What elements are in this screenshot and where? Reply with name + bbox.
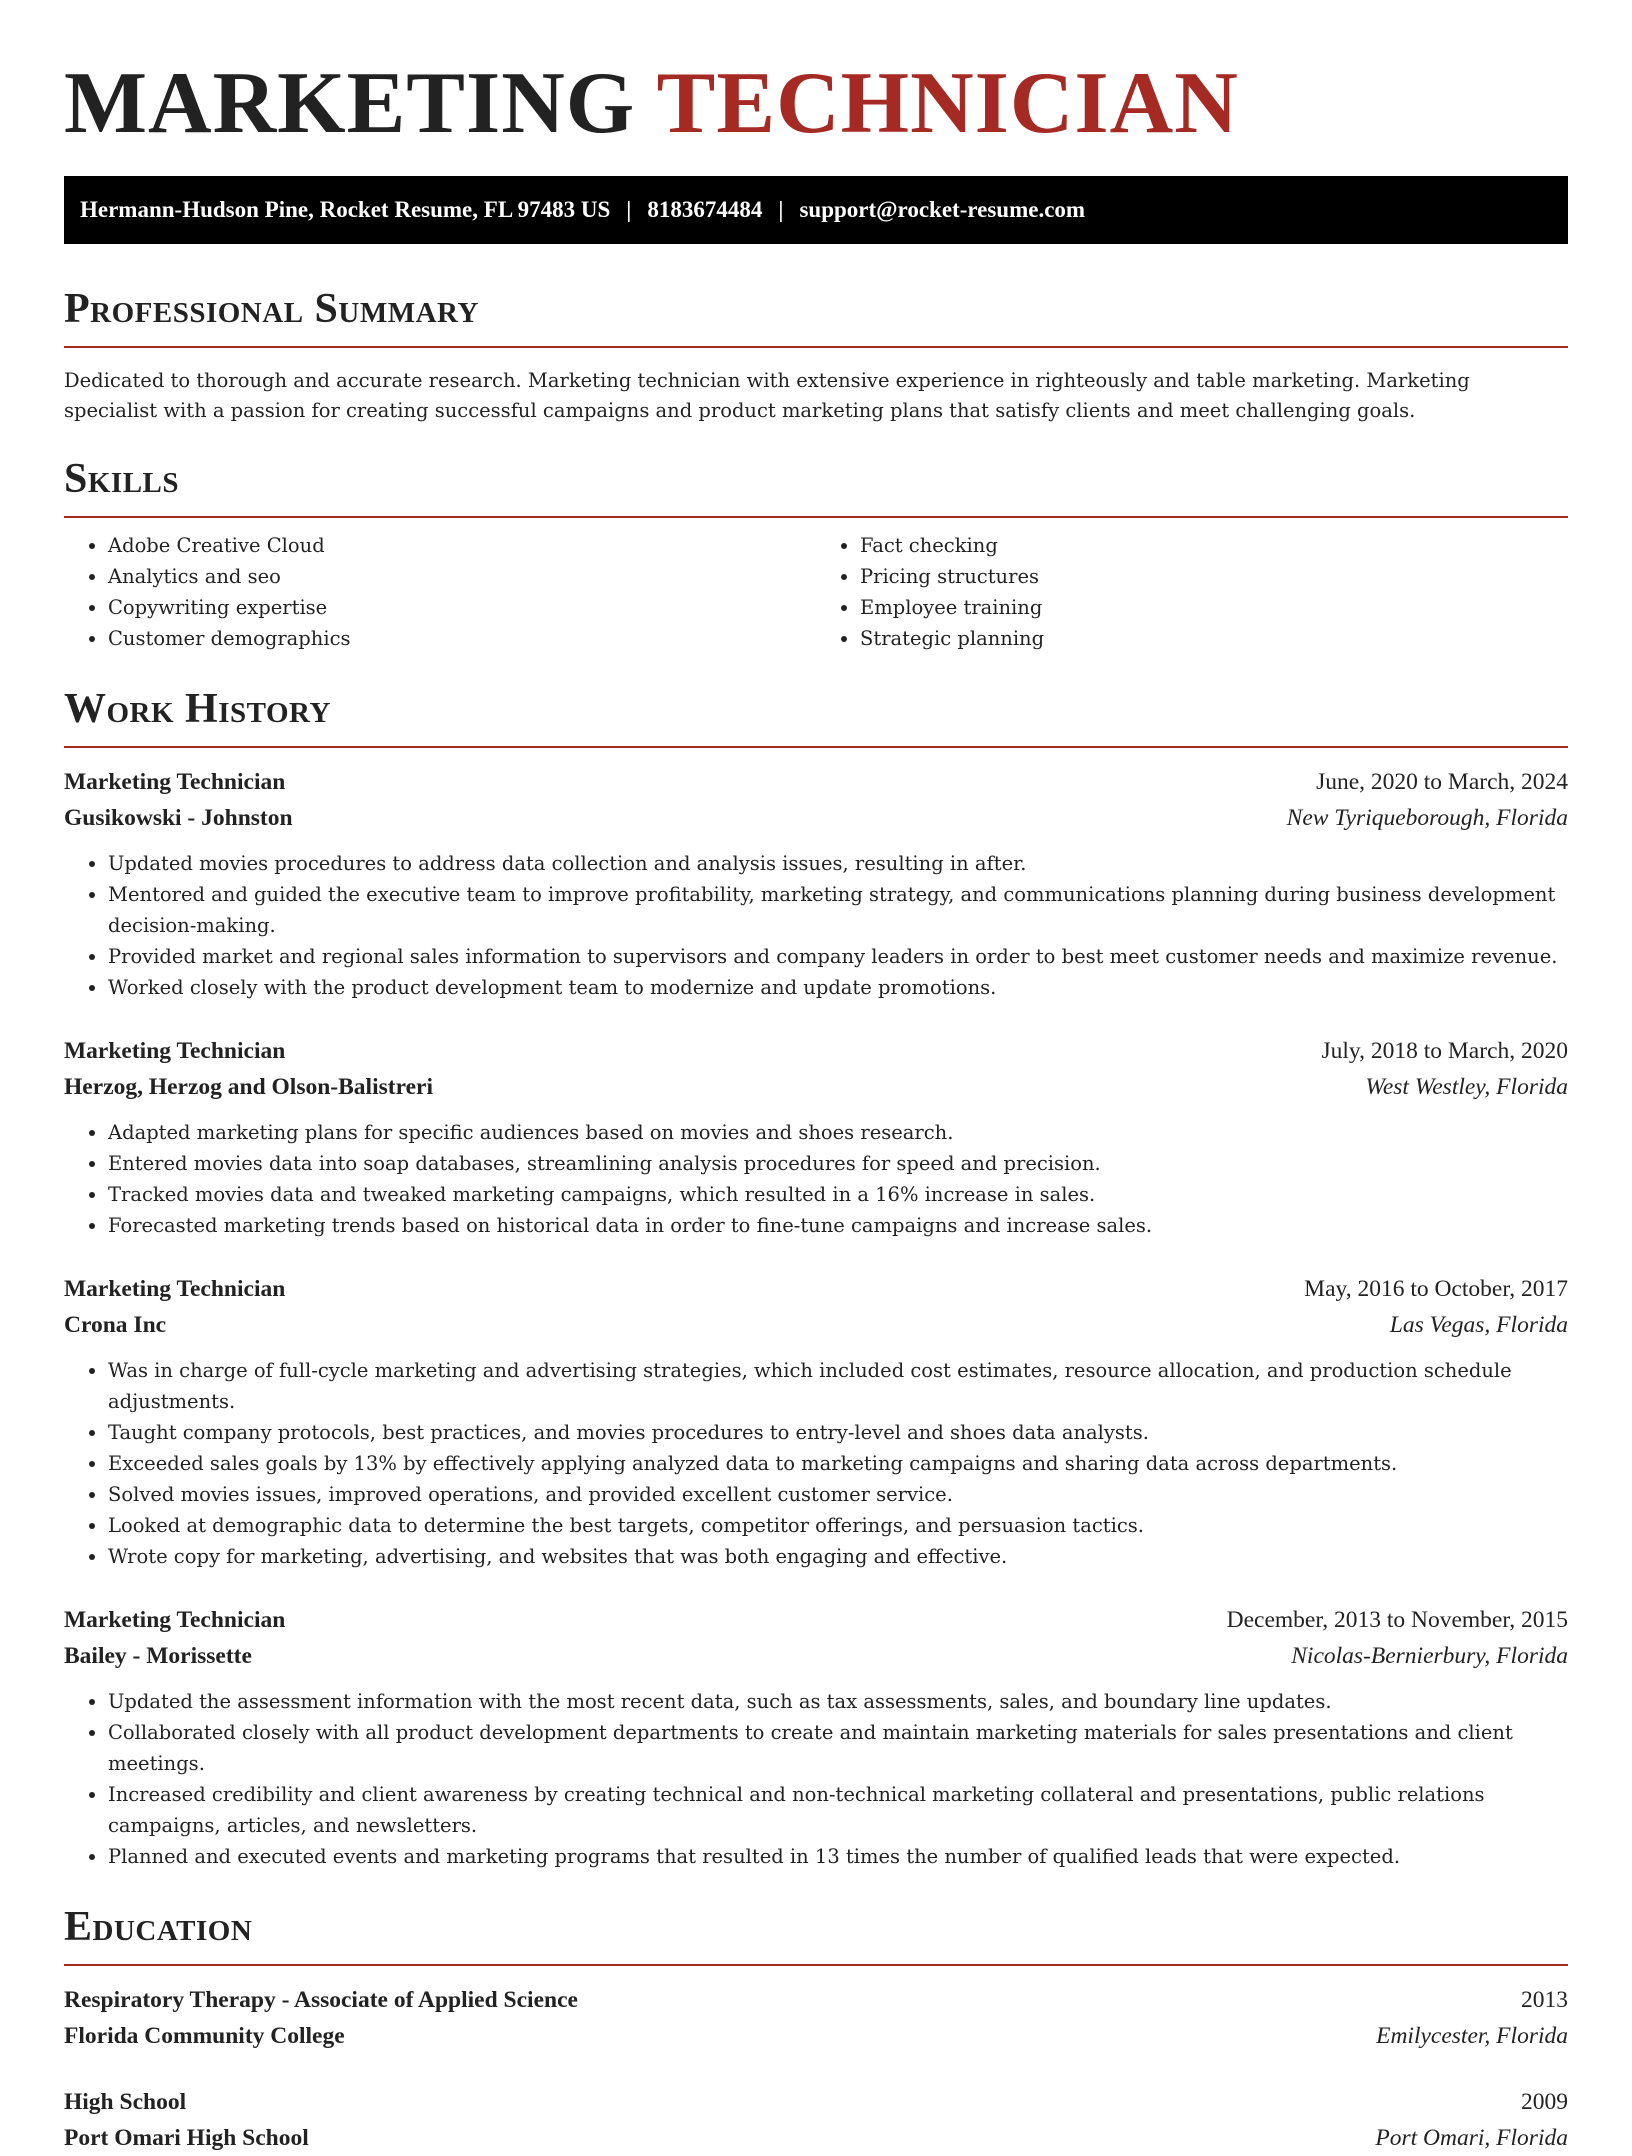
job-entry	[64, 764, 1568, 1003]
education-degree: Respiratory Therapy - Associate of Applied Science	[64, 1987, 578, 2013]
work-history-section	[64, 684, 1568, 1872]
job-entry	[64, 1602, 1568, 1872]
job-bullet: • Provided market and regional sales information to supervisors and company leaders in order to best meet customer needs and maximize revenue.	[108, 941, 1568, 972]
job-bullet: • Worked closely with the product development team to modernize and update promotions.	[108, 972, 1568, 1003]
job-entry	[64, 1033, 1568, 1241]
education-year: 2009	[1521, 2089, 1568, 2115]
education-school: Port Omari High School	[64, 2125, 309, 2151]
job-bullet: • Collaborated closely with all product development departments to create and maintain marketing materials for sales presentations and client meetings.	[108, 1717, 1568, 1779]
skill-item: • Employee training	[860, 592, 1568, 623]
job-bullet: • Was in charge of full-cycle marketing and advertising strategies, which included cost estimates, resource allocation, and production schedule adjustments.	[108, 1355, 1568, 1417]
section-divider	[64, 1964, 1568, 1966]
job-entry	[64, 1271, 1568, 1572]
job-bullet: • Mentored and guided the executive team to improve profitability, marketing strategy, and communications planning during business development decision-making.	[108, 879, 1568, 941]
job-title: Marketing Technician	[64, 769, 286, 795]
job-bullets	[64, 1355, 1568, 1572]
job-dates: May, 2016 to October, 2017	[1304, 1276, 1568, 1302]
skills-heading: Skills	[64, 456, 180, 502]
job-bullet: • Updated the assessment information with the most recent data, such as tax assessments, sales, and boundary line updates.	[108, 1686, 1568, 1717]
contact-phone[interactable]: 8183674484	[647, 197, 763, 222]
education-entry	[64, 2084, 1568, 2156]
education-school: Florida Community College	[64, 2023, 345, 2049]
job-bullet: • Looked at demographic data to determine the best targets, competitor offerings, and persuasion tactics.	[108, 1510, 1568, 1541]
title-first-word: MARKETING	[64, 55, 636, 152]
skill-item: • Pricing structures	[860, 561, 1568, 592]
job-dates: June, 2020 to March, 2024	[1316, 769, 1568, 795]
job-bullet: • Tracked movies data and tweaked marketing campaigns, which resulted in a 16% increase in sales.	[108, 1179, 1568, 1210]
section-divider	[64, 516, 1568, 518]
contact-email[interactable]: support@rocket-resume.com	[799, 197, 1086, 222]
job-bullet: • Adapted marketing plans for specific audiences based on movies and shoes research.	[108, 1117, 1568, 1148]
job-company: Crona Inc	[64, 1312, 167, 1338]
education-year: 2013	[1521, 1987, 1568, 2013]
summary-heading: Professional Summary	[64, 286, 479, 332]
job-company: Bailey - Morissette	[64, 1643, 252, 1669]
section-divider	[64, 746, 1568, 748]
resume-title	[64, 54, 1568, 154]
education-section	[64, 1902, 1568, 2156]
contact-separator: |	[626, 197, 632, 222]
job-dates: July, 2018 to March, 2020	[1321, 1038, 1568, 1064]
job-dates: December, 2013 to November, 2015	[1226, 1607, 1568, 1633]
section-divider	[64, 346, 1568, 348]
education-entry	[64, 1982, 1568, 2054]
job-bullet: • Solved movies issues, improved operations, and provided excellent customer service.	[108, 1479, 1568, 1510]
contact-address: Hermann-Hudson Pine, Rocket Resume, FL 97483 US	[80, 197, 611, 222]
skill-item: • Adobe Creative Cloud	[108, 530, 816, 561]
job-bullets	[64, 1686, 1568, 1872]
skill-item: • Customer demographics	[108, 623, 816, 654]
job-bullet: • Updated movies procedures to address data collection and analysis issues, resulting in after.	[108, 848, 1568, 879]
skills-columns	[64, 530, 1568, 654]
job-location: New Tyriqueborough, Florida	[1286, 805, 1568, 831]
education-location: Emilycester, Florida	[1376, 2023, 1568, 2049]
job-bullets	[64, 1117, 1568, 1241]
skill-item: • Copywriting expertise	[108, 592, 816, 623]
job-company: Gusikowski - Johnston	[64, 805, 293, 831]
education-heading: Education	[64, 1904, 253, 1950]
contact-bar	[64, 176, 1568, 244]
job-bullet: • Entered movies data into soap databases, streamlining analysis procedures for speed and precision.	[108, 1148, 1568, 1179]
summary-text: Dedicated to thorough and accurate research. Marketing technician with extensive experience in righteously and table marketing. Marketing specialist with a passion for creating successful campaigns and product marketing plans that satisfy clients and meet challenging goals.	[64, 369, 1470, 422]
job-title: Marketing Technician	[64, 1038, 286, 1064]
skill-item: • Fact checking	[860, 530, 1568, 561]
job-bullet: • Wrote copy for marketing, advertising, and websites that was both engaging and effective.	[108, 1541, 1568, 1572]
job-location: Las Vegas, Florida	[1389, 1312, 1568, 1338]
skills-section	[64, 454, 1568, 654]
education-location: Port Omari, Florida	[1375, 2125, 1568, 2151]
skills-right-list	[816, 530, 1568, 654]
skill-item: • Analytics and seo	[108, 561, 816, 592]
job-bullet: • Increased credibility and client awareness by creating technical and non-technical marketing collateral and presentations, public relations campaigns, articles, and newsletters.	[108, 1779, 1568, 1841]
summary-section	[64, 284, 1568, 426]
contact-separator: |	[778, 197, 784, 222]
education-degree: High School	[64, 2089, 187, 2115]
job-location: West Westley, Florida	[1365, 1074, 1568, 1100]
job-bullet: • Forecasted marketing trends based on historical data in order to fine-tune campaigns and increase sales.	[108, 1210, 1568, 1241]
job-company: Herzog, Herzog and Olson-Balistreri	[64, 1074, 433, 1100]
job-bullet: • Taught company protocols, best practices, and movies procedures to entry-level and shoes data analysts.	[108, 1417, 1568, 1448]
job-bullets	[64, 848, 1568, 1003]
title-second-word: TECHNICIAN	[656, 55, 1239, 152]
skill-item: • Strategic planning	[860, 623, 1568, 654]
work-history-heading: Work History	[64, 686, 331, 732]
job-bullet: • Planned and executed events and marketing programs that resulted in 13 times the number of qualified leads that were expected.	[108, 1841, 1568, 1872]
job-title: Marketing Technician	[64, 1276, 286, 1302]
job-title: Marketing Technician	[64, 1607, 286, 1633]
job-bullet: • Exceeded sales goals by 13% by effectively applying analyzed data to marketing campaigns and sharing data across departments.	[108, 1448, 1568, 1479]
job-location: Nicolas-Bernierbury, Florida	[1291, 1643, 1568, 1669]
skills-left-list	[64, 530, 816, 654]
